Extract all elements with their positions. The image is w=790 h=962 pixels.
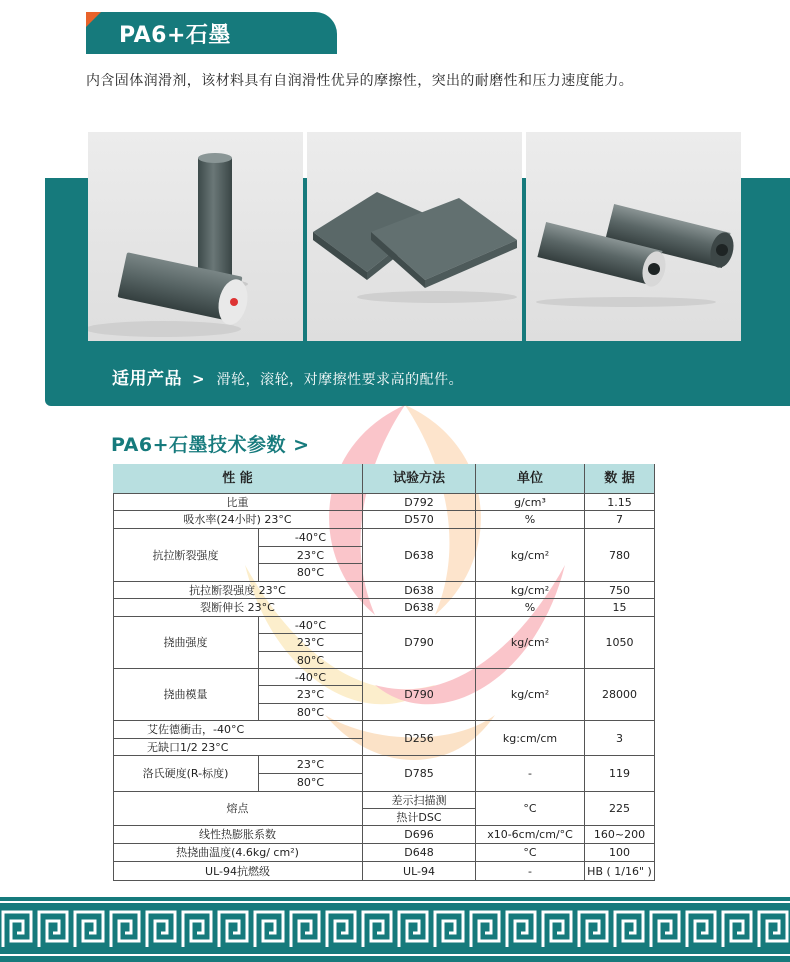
row7-property: 挠曲模量: [113, 669, 259, 721]
row9-value: 119: [585, 756, 655, 792]
header-unit: 单位: [476, 464, 585, 494]
row1-value: 1.15: [585, 494, 655, 511]
row7-unit: kg/cm²: [476, 669, 585, 721]
row4-property: 抗拉断裂强度 23°C: [113, 582, 363, 599]
row3-method: D638: [363, 529, 476, 582]
row8-value: 3: [585, 721, 655, 756]
row12-value: 100: [585, 844, 655, 862]
row3-sub-3: 80°C: [259, 564, 363, 582]
row9-unit: -: [476, 756, 585, 792]
row7-sub-3: 80°C: [259, 704, 363, 721]
row5-property: 裂断伸长 23°C: [113, 599, 363, 617]
meander-border: [0, 897, 790, 962]
row1-unit: g/cm³: [476, 494, 585, 511]
row2-unit: %: [476, 511, 585, 529]
header-value: 数 据: [585, 464, 655, 494]
row3-sub-2: 23°C: [259, 547, 363, 564]
row11-unit: x10-6cm/cm/°C: [476, 826, 585, 844]
row8-unit: kg:cm/cm: [476, 721, 585, 756]
row8-property-a: 艾佐德衝击，-40°C: [113, 721, 363, 739]
row5-value: 15: [585, 599, 655, 617]
row4-unit: kg/cm²: [476, 582, 585, 599]
row10-method-a: 差示扫描测: [363, 792, 476, 809]
row3-unit: kg/cm²: [476, 529, 585, 582]
product-photos: [88, 132, 741, 341]
usage-line: [112, 364, 463, 389]
row12-method: D648: [363, 844, 476, 862]
row6-sub-2: 23°C: [259, 634, 363, 652]
row10-method-b: 热计DSC: [363, 809, 476, 826]
header-property: 性 能: [113, 464, 363, 494]
row8-method: D256: [363, 721, 476, 756]
row12-property: 热挠曲温度(4.6kg/ cm²): [113, 844, 363, 862]
usage-text: 滑轮，滚轮，对摩擦性要求高的配件。: [216, 372, 464, 388]
row9-property: 洛氏硬度(R-标度): [113, 756, 259, 792]
row13-property: UL-94抗燃级: [113, 862, 363, 881]
row2-method: D570: [363, 511, 476, 529]
row7-sub-2: 23°C: [259, 686, 363, 704]
row6-sub-1: -40°C: [259, 617, 363, 634]
photo-rods: [88, 132, 303, 341]
row3-property: 抗拉断裂强度: [113, 529, 259, 582]
row11-property: 线性热膨胀系数: [113, 826, 363, 844]
photo-plates: [307, 132, 522, 341]
row13-unit: -: [476, 862, 585, 881]
row7-method: D790: [363, 669, 476, 721]
row5-unit: %: [476, 599, 585, 617]
row2-property: 吸水率(24小时) 23°C: [113, 511, 363, 529]
row9-sub-2: 80°C: [259, 774, 363, 792]
row7-sub-1: -40°C: [259, 669, 363, 686]
row13-value: HB ( 1/16" ): [585, 862, 655, 881]
row6-sub-3: 80°C: [259, 652, 363, 669]
row11-value: 160~200: [585, 826, 655, 844]
row6-value: 1050: [585, 617, 655, 669]
row4-method: D638: [363, 582, 476, 599]
row9-method: D785: [363, 756, 476, 792]
section-title: PA6+石墨技术参数 >: [111, 434, 310, 456]
row13-method: UL-94: [363, 862, 476, 881]
row4-value: 750: [585, 582, 655, 599]
row2-value: 7: [585, 511, 655, 529]
row6-method: D790: [363, 617, 476, 669]
row7-value: 28000: [585, 669, 655, 721]
row6-unit: kg/cm²: [476, 617, 585, 669]
row9-sub-1: 23°C: [259, 756, 363, 774]
header-method: 试验方法: [363, 464, 476, 494]
photo-tubes: [526, 132, 741, 341]
row10-property: 熔点: [113, 792, 363, 826]
row8-property-b: 无缺口1/2 23°C: [113, 739, 363, 756]
row10-value: 225: [585, 792, 655, 826]
row1-method: D792: [363, 494, 476, 511]
spec-table: [113, 464, 655, 881]
intro-text: 内含固体润滑剂，该材料具有自润滑性优异的摩擦性，突出的耐磨性和压力速度能力。: [86, 73, 634, 89]
usage-label: 适用产品: [112, 369, 182, 389]
row6-property: 挠曲强度: [113, 617, 259, 669]
title-banner: [86, 12, 337, 54]
row1-property: 比重: [113, 494, 363, 511]
row3-sub-1: -40°C: [259, 529, 363, 547]
row3-value: 780: [585, 529, 655, 582]
row12-unit: °C: [476, 844, 585, 862]
row5-method: D638: [363, 599, 476, 617]
row10-unit: °C: [476, 792, 585, 826]
chevron-right-icon: >: [192, 370, 205, 388]
banner-corner-accent: [86, 12, 101, 27]
row11-method: D696: [363, 826, 476, 844]
page-title: PA6+石墨: [119, 23, 231, 48]
